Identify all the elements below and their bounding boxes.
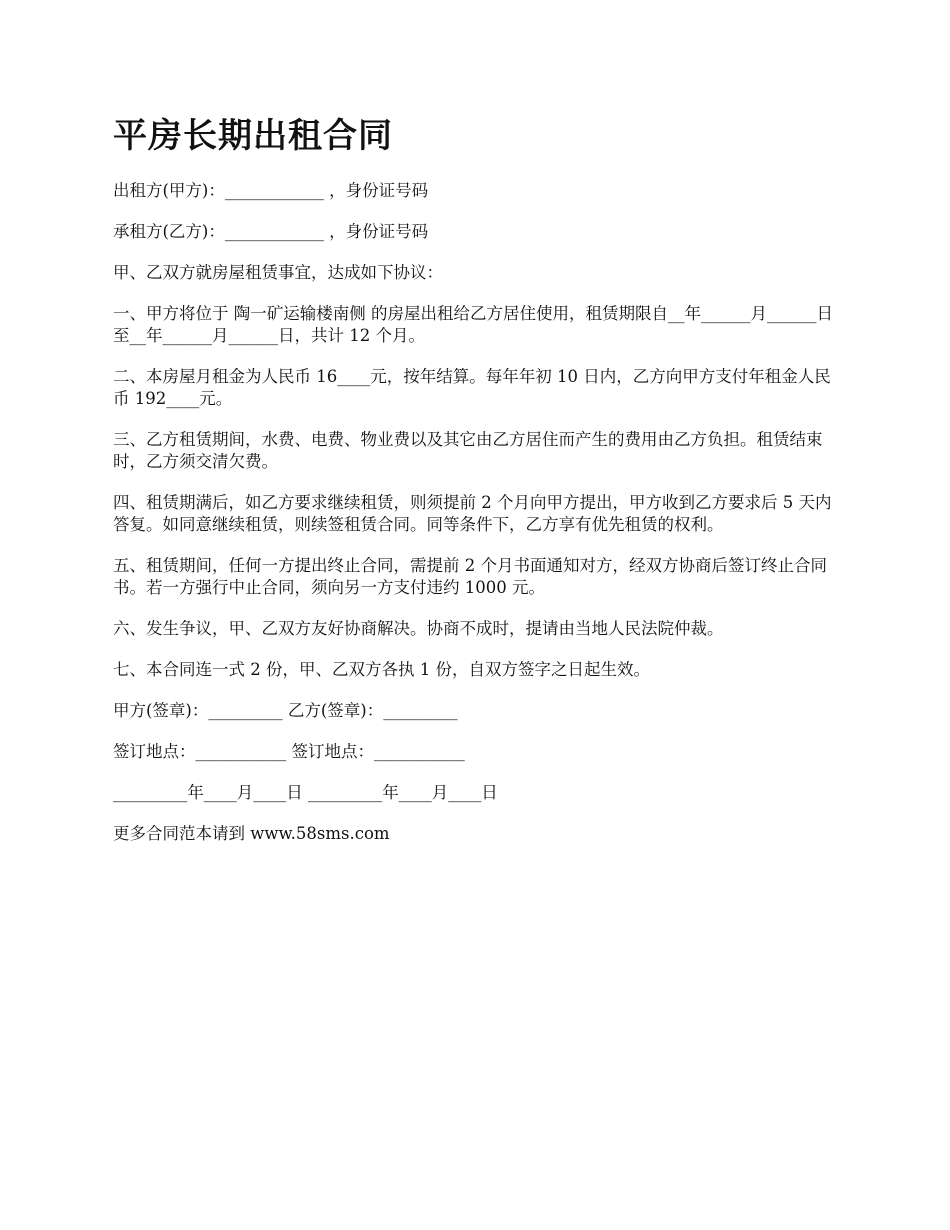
clause-2: 二、本房屋月租金为人民币 16____元，按年结算。每年年初 10 日内，乙方向甲方支付年租金人民币 192____元。 [113,367,831,408]
signature-line: 甲方(签章)：_________ 乙方(签章)：_________ [113,701,458,720]
clause-1: 一、甲方将位于 陶一矿运输楼南侧 的房屋出租给乙方居住使用，租赁期限自__年______月______日至__年______月______日，共计 12 个月。 [113,304,833,345]
clause-3: 三、乙方租赁期间，水费、电费、物业费以及其它由乙方居住而产生的费用由乙方负担。租赁结束时，乙方须交清欠费。 [113,430,823,471]
agreement-intro: 甲、乙双方就房屋租赁事宜，达成如下协议： [113,263,443,282]
signing-location-line: 签订地点：___________ 签订地点：___________ [113,742,465,761]
lessor-line: 出租方(甲方)：____________ ，身份证号码 [113,181,429,200]
clause-7: 七、本合同连一式 2 份，甲、乙双方各执 1 份，自双方签字之日起生效。 [113,660,650,679]
clause-4: 四、租赁期满后，如乙方要求继续租赁，则须提前 2 个月向甲方提出，甲方收到乙方要求后 5 天内答复。如同意继续租赁，则续签租赁合同。同等条件下，乙方享有优先租赁的权利。 [113,493,832,534]
contract-document [113,112,840,864]
lessee-line: 承租方(乙方)：____________ ，身份证号码 [113,222,429,241]
clause-5: 五、租赁期间，任何一方提出终止合同，需提前 2 个月书面通知对方，经双方协商后签订终止合同书。若一方强行中止合同，须向另一方支付违约 1000 元。 [113,556,827,597]
document-title: 平房长期出租合同 [113,116,393,156]
footer-note: 更多合同范本请到 www.58sms.com [113,824,390,843]
signing-date-line: _________年____月____日 _________年____月____日 [113,783,498,802]
clause-6: 六、发生争议，甲、乙双方友好协商解决。协商不成时，提请由当地人民法院仲裁。 [113,619,724,638]
